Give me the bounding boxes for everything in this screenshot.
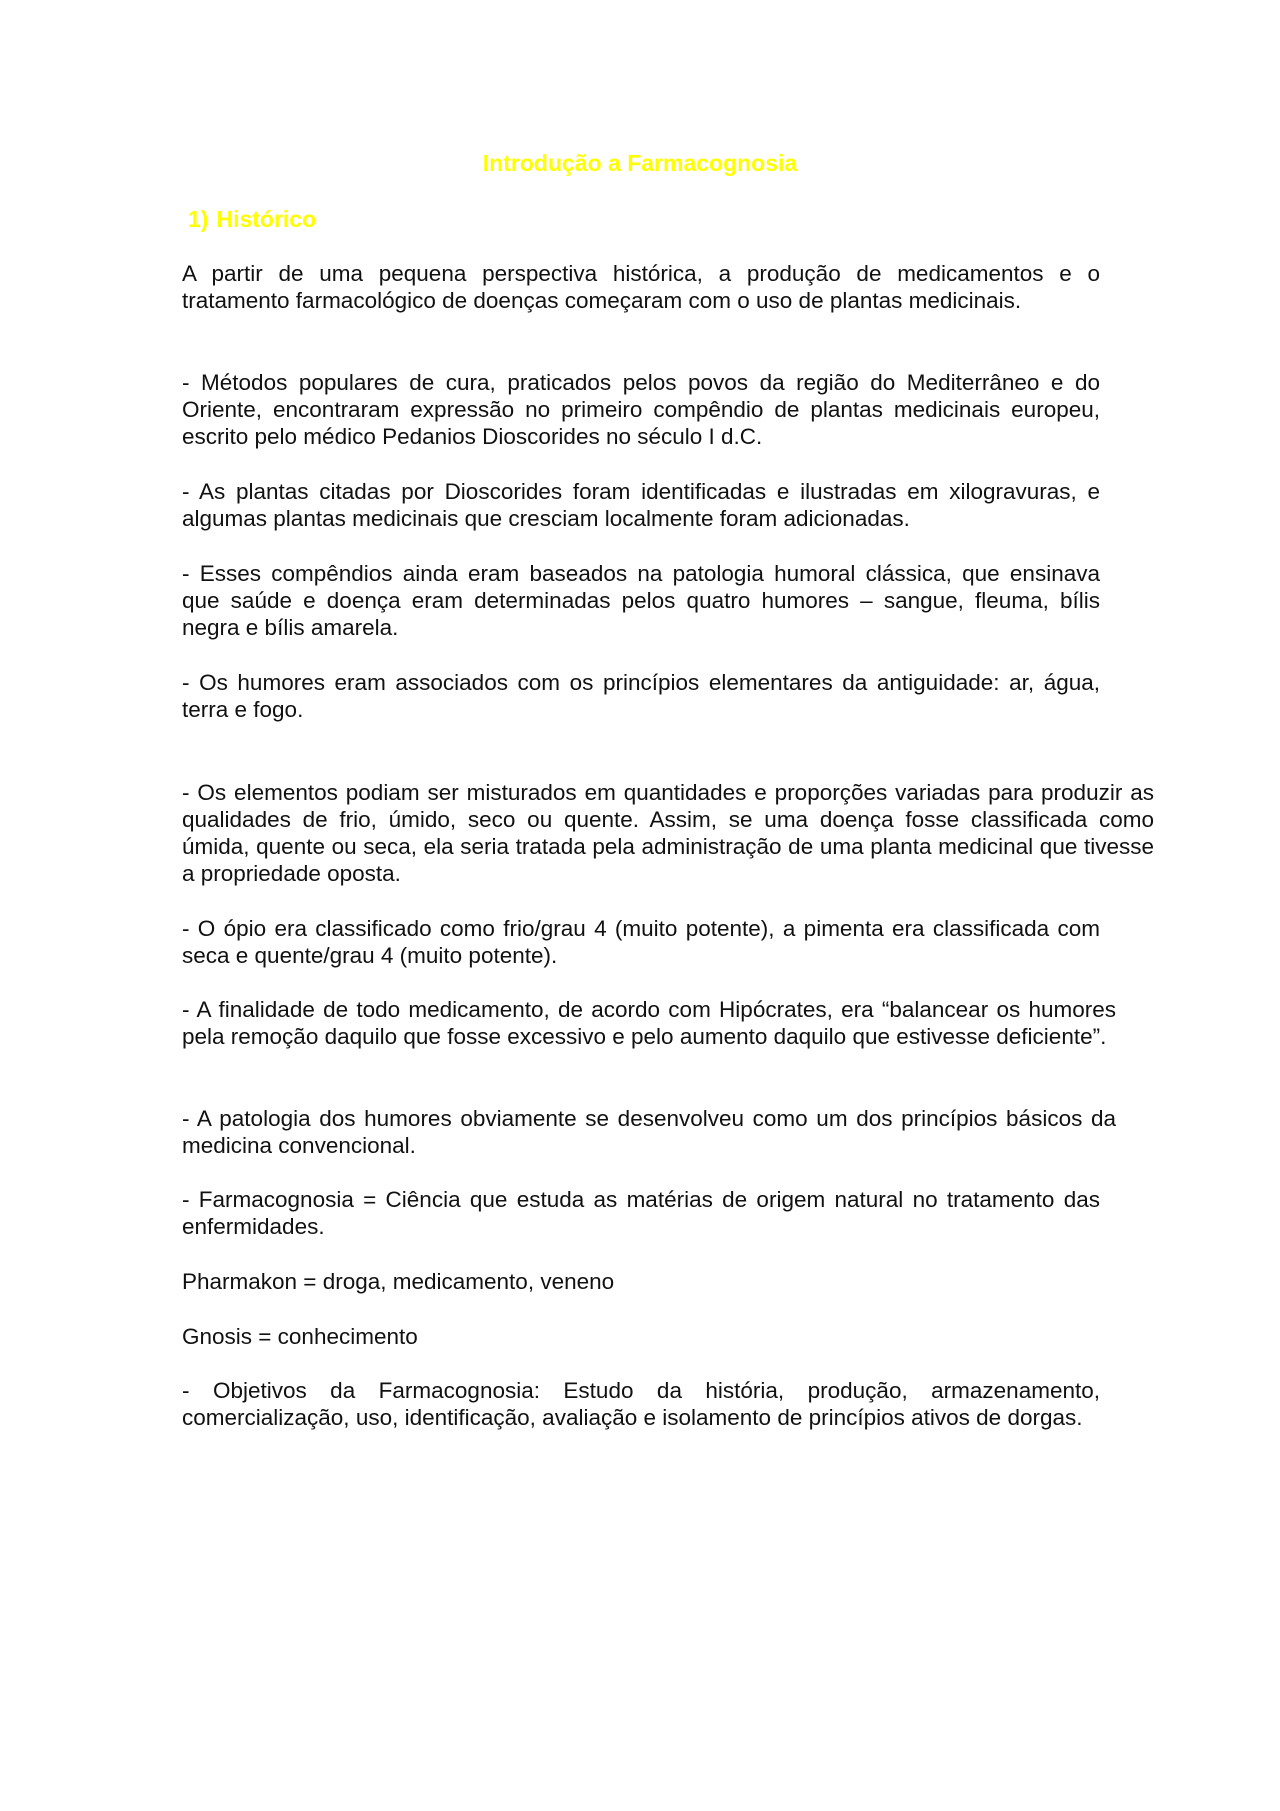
paragraph-intro: A partir de uma pequena perspectiva histórica, a produção de medicamentos e o tratamento farmacológico de doenças começaram com o uso de plantas medicinais. [182,261,1100,313]
paragraph-dioscorides: - As plantas citadas por Dioscorides foram identificadas e ilustradas em xilogravuras, e algumas plantas medicinais que cresciam localmente foram adicionadas. [182,479,1100,531]
paragraph-metodos: - Métodos populares de cura, praticados pelos povos da região do Mediterrâneo e do Oriente, encontraram expressão no primeiro compêndio de plantas medicinais europeu, escrito pelo médico Pedanios Dioscorides no século I d.C. [182,370,1100,449]
paragraph-pharmakon: Pharmakon = droga, medicamento, veneno [182,1269,615,1294]
paragraph-objetivos: - Objetivos da Farmacognosia: Estudo da história, produção, armazenamento, comercialização, uso, identificação, avaliação e isolamento de princípios ativos de dorgas. [182,1378,1100,1430]
paragraph-opio: - O ópio era classificado como frio/grau 4 (muito potente), a pimenta era classificada com seca e quente/grau 4 (muito potente). [182,916,1100,968]
paragraph-elementos: - Os elementos podiam ser misturados em quantidades e proporções variadas para produzir as qualidades de frio, úmido, seco ou quente. Assim, se uma doença fosse classificada como úmida, quente ou seca, ela seria tratada pela administração de uma planta medicinal que tivesse a propriedade oposta. [182,780,1154,886]
paragraph-hipocrates: - A finalidade de todo medicamento, de acordo com Hipócrates, era “balancear os humores pela remoção daquilo que fosse excessivo e pelo aumento daquilo que estivesse deficiente”. [182,997,1116,1049]
paragraph-patologia: - A patologia dos humores obviamente se desenvolveu como um dos princípios básicos da medicina convencional. [182,1106,1116,1158]
section-number: 1) [188,206,209,232]
section-heading-label: Histórico [216,206,317,232]
paragraph-farmacognosia-definicao: - Farmacognosia = Ciência que estuda as matérias de origem natural no tratamento das enfermidades. [182,1187,1100,1239]
paragraph-gnosis: Gnosis = conhecimento [182,1324,418,1349]
section-heading [188,205,316,233]
document-title: Introdução a Farmacognosia [482,150,798,176]
paragraph-compendios: - Esses compêndios ainda eram baseados na patologia humoral clássica, que ensinava que saúde e doença eram determinadas pelos quatro humores – sangue, fleuma, bílis negra e bílis amarela. [182,561,1100,640]
paragraph-humores: - Os humores eram associados com os princípios elementares da antiguidade: ar, água, terra e fogo. [182,670,1100,722]
